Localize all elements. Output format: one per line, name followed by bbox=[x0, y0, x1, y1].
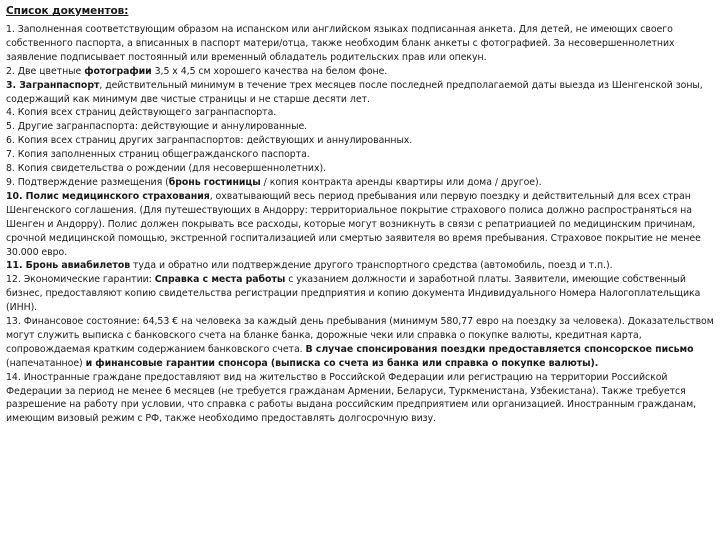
list-item-13 bbox=[6, 315, 714, 371]
item-text: 1. Заполненная соответствующим образом на испанском или английском языках подписанная анкета. Для детей, не имеющих своего собственного паспорта, а вписанных в паспорт матери/отца, также необходим бланк анкеты с фотографией. За несовершеннолетних заявление подписывает постоянный или временный обладатель родительских прав или опекун. bbox=[6, 24, 675, 63]
list-item-12 bbox=[6, 273, 714, 315]
item-text-bold: 10. Полис медицинского страхования bbox=[6, 190, 210, 202]
item-text: 2. Две цветные bbox=[6, 65, 85, 77]
item-text: / копия контракта аренды квартиры или дома / другое). bbox=[260, 176, 542, 188]
item-text: 6. Копия всех страниц других загранпаспортов: действующих и аннулированных. bbox=[6, 135, 413, 147]
item-text-bold: фотографии bbox=[84, 65, 152, 77]
item-text: 5. Другие загранпаспорта: действующие и аннулированные. bbox=[6, 121, 308, 133]
document-title: Список документов: bbox=[6, 5, 129, 17]
list-item-6 bbox=[6, 134, 714, 148]
item-text-bold: Справка с места работы bbox=[154, 274, 286, 286]
item-text-bold: 3. Загранпаспорт bbox=[6, 79, 100, 91]
item-text: , действительный минимум в течение трех месяцев после последней предполагаемой даты выезда из Шенгенской зоны, содержащий как минимум две чистые страницы и не старше десяти лет. bbox=[6, 79, 703, 105]
item-text: 4. Копия всех страниц действующего загранпаспорта. bbox=[6, 107, 277, 119]
list-item-11 bbox=[6, 259, 714, 273]
list-item-5 bbox=[6, 120, 714, 134]
list-item-7 bbox=[6, 148, 714, 162]
item-text: 14. Иностранные граждане предоставляют вид на жительство в Российской Федерации или регистрацию на территории Российской Федерации за период не менее 6 месяцев (не требуется гражданам Армении, Беларуси, Туркменистана, Узбекистана). Также требуется разрешение на работу при условии, что справка с работы выдана российским предприятием или организацией. Иностранным гражданам, имеющим визовый режим с РФ, также необходимо предоставлять долгосрочную визу. bbox=[6, 371, 697, 425]
item-text: туда и обратно или подтверждение другого транспортного средства (автомобиль, поезд и т.п.). bbox=[130, 260, 613, 272]
list-item-3 bbox=[6, 79, 714, 107]
item-text: 9. Подтверждение размещения ( bbox=[6, 176, 169, 188]
item-text: 12. Экономические гарантии: bbox=[6, 274, 155, 286]
list-item-4 bbox=[6, 106, 714, 120]
list-item-2 bbox=[6, 65, 714, 79]
list-item-9 bbox=[6, 176, 714, 190]
item-text: с указанием должности и заработной платы. Заявители, имеющие собственный бизнес, предоставляют копию свидетельства регистрации предприятия и копию документа Индивидуального Номера Налогоплательщика (ИНН). bbox=[6, 274, 701, 314]
item-text-bold: В случае спонсирования поездки предоставляется спонсорское письмо bbox=[305, 343, 694, 355]
item-text-bold: и финансовые гарантии спонсора (выписка со счета из банка или справка о покупке валюты). bbox=[85, 357, 599, 369]
list-item-10 bbox=[6, 190, 714, 260]
item-text-bold: бронь гостиницы bbox=[168, 176, 261, 188]
item-text: 8. Копия свидетельства о рождении (для несовершеннолетних). bbox=[6, 163, 326, 175]
item-text: 3,5 х 4,5 см хорошего качества на белом фоне. bbox=[151, 65, 388, 77]
item-text-bold: 11. Бронь авиабилетов bbox=[6, 260, 131, 272]
list-item-1 bbox=[6, 23, 714, 65]
item-text: (напечатанное) bbox=[6, 357, 86, 369]
list-item-8 bbox=[6, 162, 714, 176]
list-item-14 bbox=[6, 371, 714, 427]
item-text: 7. Копия заполненных страниц общегражданского паспорта. bbox=[6, 149, 310, 161]
item-text: , охватывающий весь период пребывания или первую поездку и действительный для всех стран Шенгенского соглашения. (Для путешествующих в Андорру: территориальное покрытие страхового полиса должно распространяться на Шенген и Андорру). Полис должен покрывать все расходы, которые могут возникнуть в связи с репатриацией по медицинским причинам, срочной медицинской помощью, экстренной госпитализацией или смертью заявителя во время пребывания. Страховое покрытие не менее 30.000 евро. bbox=[6, 190, 701, 258]
item-text: 13. Финансовое состояние: 64,53 € на человека за каждый день пребывания (минимум 580,77 евро на поездку за человека). Доказательством могут служить выписка с банковского счета на бланке банка, дорожные чеки или справка о покупке валюты, кредитная карта, сопровождаемая кратким содержанием банковского счета. bbox=[6, 316, 714, 355]
document-page bbox=[6, 4, 714, 426]
